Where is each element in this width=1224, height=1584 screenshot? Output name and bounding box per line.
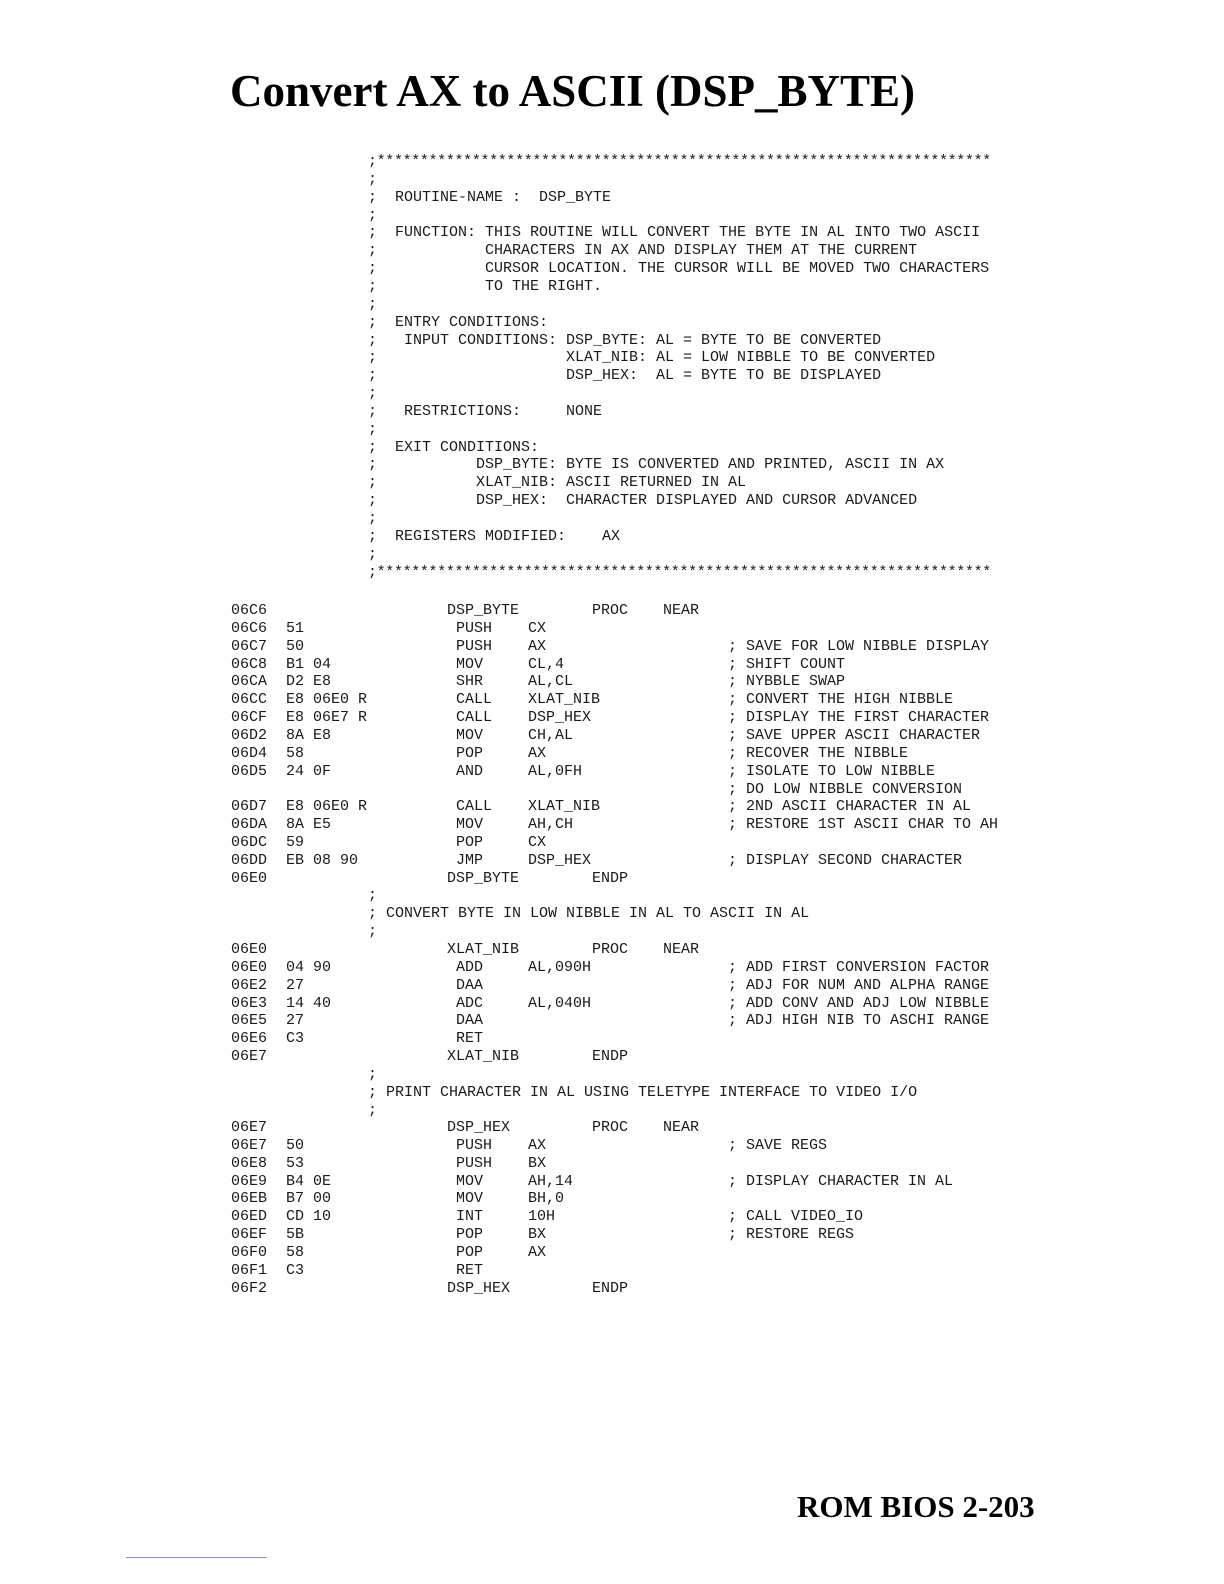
address: 06C8: [231, 655, 268, 673]
operand: AX: [528, 637, 547, 655]
machine-code: 58: [286, 744, 305, 762]
operand: AX: [528, 1243, 547, 1261]
header-comment-text: ; CHARACTERS IN AX AND DISPLAY THEM AT THE CURRENT: [368, 242, 918, 260]
endp-keyword: ENDP: [592, 1048, 629, 1066]
section-comment-line: [0, 923, 1224, 941]
address: 06C6: [231, 619, 268, 637]
mnemonic: MOV: [456, 726, 484, 744]
code-comment: ; RESTORE REGS: [728, 1226, 855, 1244]
header-comment-text: ; XLAT_NIB: AL = LOW NIBBLE TO BE CONVERTED: [368, 349, 936, 367]
asterisk-rule: [0, 153, 1224, 171]
mnemonic: MOV: [456, 1190, 484, 1208]
code-line: [0, 656, 1224, 674]
code-line: [0, 709, 1224, 727]
header-comment-line: [0, 278, 1224, 296]
address: 06E2: [231, 976, 268, 994]
code-line: [0, 673, 1224, 691]
code-line: [0, 763, 1224, 781]
section-comment-text: ;: [368, 1101, 378, 1119]
header-comment-text: ; ROUTINE-NAME : DSP_BYTE: [368, 188, 612, 206]
address: 06EF: [231, 1226, 268, 1244]
code-comment: ; CALL VIDEO_IO: [728, 1208, 864, 1226]
mnemonic: DAA: [456, 1012, 484, 1030]
operand: 10H: [528, 1208, 556, 1226]
asterisk-rule-text: ;***********************************************************************: [368, 563, 991, 581]
address: 06E3: [231, 994, 268, 1012]
machine-code: 14 40: [286, 994, 332, 1012]
address: 06F0: [231, 1243, 268, 1261]
code-comment: ; DISPLAY SECOND CHARACTER: [728, 851, 963, 869]
address: 06EB: [231, 1190, 268, 1208]
section-comment-text: ; PRINT CHARACTER IN AL USING TELETYPE INTERFACE TO VIDEO I/O: [368, 1083, 918, 1101]
address: 06E8: [231, 1154, 268, 1172]
code-comment: ; ADD FIRST CONVERSION FACTOR: [728, 958, 990, 976]
code-comment: ; DO LOW NIBBLE CONVERSION: [728, 780, 963, 798]
address: 06C7: [231, 637, 268, 655]
operand: AL,0FH: [528, 762, 583, 780]
header-comment-line: [0, 314, 1224, 332]
machine-code: C3: [286, 1261, 305, 1279]
mnemonic: MOV: [456, 1172, 484, 1190]
code-line: [0, 1226, 1224, 1244]
code-line: [0, 852, 1224, 870]
address: 06E7: [231, 1048, 268, 1066]
header-comment-text: ;: [368, 545, 378, 563]
code-line: [0, 691, 1224, 709]
address: 06ED: [231, 1208, 268, 1226]
proc-label: DSP_BYTE: [447, 869, 520, 887]
code-comment: ; DISPLAY THE FIRST CHARACTER: [728, 709, 990, 727]
operand: CX: [528, 834, 547, 852]
machine-code: 8A E8: [286, 726, 332, 744]
header-comment-text: ; REGISTERS MODIFIED: AX: [368, 527, 621, 545]
machine-code: 50: [286, 1136, 305, 1154]
header-comment-text: ; INPUT CONDITIONS: DSP_BYTE: AL = BYTE TO BE CONVERTED: [368, 331, 882, 349]
header-comment-text: ; ENTRY CONDITIONS:: [368, 313, 549, 331]
operand: AH,14: [528, 1172, 574, 1190]
header-comment-text: ; DSP_HEX: CHARACTER DISPLAYED AND CURSOR ADVANCED: [368, 492, 918, 510]
operand: BH,0: [528, 1190, 565, 1208]
page-title: Convert AX to ASCII (DSP_BYTE): [230, 66, 916, 116]
code-line: [0, 781, 1224, 799]
header-comment-text: ; DSP_HEX: AL = BYTE TO BE DISPLAYED: [368, 367, 882, 385]
header-comment-line: [0, 403, 1224, 421]
asterisk-rule: [0, 564, 1224, 582]
section-comment-text: ;: [368, 922, 378, 940]
code-line: [0, 1190, 1224, 1208]
mnemonic: RET: [456, 1261, 484, 1279]
address: 06F2: [231, 1279, 268, 1297]
section-comment-line: [0, 905, 1224, 923]
machine-code: B1 04: [286, 655, 332, 673]
machine-code: B7 00: [286, 1190, 332, 1208]
code-line: [0, 727, 1224, 745]
mnemonic: PUSH: [456, 1154, 493, 1172]
code-line: [0, 1137, 1224, 1155]
header-comment-line: [0, 171, 1224, 189]
address: 06E0: [231, 958, 268, 976]
mnemonic: INT: [456, 1208, 484, 1226]
mnemonic: CALL: [456, 798, 493, 816]
code-line: [0, 816, 1224, 834]
scan-mark-line: [126, 1557, 267, 1558]
code-comment: ; SAVE UPPER ASCII CHARACTER: [728, 726, 981, 744]
operand: BX: [528, 1154, 547, 1172]
header-comment-text: ; XLAT_NIB: ASCII RETURNED IN AL: [368, 474, 747, 492]
endp-keyword: ENDP: [592, 1279, 629, 1297]
operand: CH,AL: [528, 726, 574, 744]
section-comment-line: [0, 1084, 1224, 1102]
section-comment-line: [0, 887, 1224, 905]
address: 06E0: [231, 941, 268, 958]
address: 06E7: [231, 1119, 268, 1136]
code-line: [0, 620, 1224, 638]
proc-line: [0, 602, 1224, 620]
machine-code: CD 10: [286, 1208, 332, 1226]
operand: BX: [528, 1226, 547, 1244]
code-line: [0, 995, 1224, 1013]
header-comment-line: [0, 349, 1224, 367]
address: 06CF: [231, 709, 268, 727]
proc-label: DSP_BYTE: [447, 602, 520, 619]
machine-code: 8A E5: [286, 816, 332, 834]
code-comment: ; 2ND ASCII CHARACTER IN AL: [728, 798, 972, 816]
address: 06E0: [231, 869, 268, 887]
machine-code: 5B: [286, 1226, 305, 1244]
mnemonic: POP: [456, 744, 484, 762]
address: 06E6: [231, 1030, 268, 1048]
mnemonic: POP: [456, 1226, 484, 1244]
code-line: [0, 1244, 1224, 1262]
endp-line: [0, 1048, 1224, 1066]
mnemonic: JMP: [456, 851, 484, 869]
mnemonic: PUSH: [456, 637, 493, 655]
header-comment-line: [0, 242, 1224, 260]
page-footer: ROM BIOS 2-203: [797, 1489, 1035, 1524]
operand: DSP_HEX: [528, 851, 592, 869]
header-comment-line: [0, 224, 1224, 242]
mnemonic: CALL: [456, 709, 493, 727]
code-comment: ; SAVE FOR LOW NIBBLE DISPLAY: [728, 637, 990, 655]
section-comment-text: ;: [368, 1066, 378, 1083]
header-comment-text: ; CURSOR LOCATION. THE CURSOR WILL BE MOVED TWO CHARACTERS: [368, 260, 990, 278]
address: 06D2: [231, 726, 268, 744]
header-comment-text: ; RESTRICTIONS: NONE: [368, 402, 603, 420]
machine-code: E8 06E7 R: [286, 709, 368, 727]
code-comment: ; ISOLATE TO LOW NIBBLE: [728, 762, 936, 780]
operand: AH,CH: [528, 816, 574, 834]
mnemonic: POP: [456, 834, 484, 852]
address: 06DD: [231, 851, 268, 869]
code-comment: ; DISPLAY CHARACTER IN AL: [728, 1172, 954, 1190]
machine-code: C3: [286, 1030, 305, 1048]
code-line: [0, 1012, 1224, 1030]
header-comment-line: [0, 456, 1224, 474]
endp-line: [0, 870, 1224, 888]
address: 06E5: [231, 1012, 268, 1030]
proc-keyword: PROC: [592, 941, 629, 958]
proc-label: XLAT_NIB: [447, 941, 520, 958]
header-comment-text: ; DSP_BYTE: BYTE IS CONVERTED AND PRINTED, ASCII IN AX: [368, 456, 945, 474]
code-comment: ; SHIFT COUNT: [728, 655, 846, 673]
header-comment-text: ;: [368, 420, 378, 438]
machine-code: E8 06E0 R: [286, 691, 368, 709]
header-comment-line: [0, 385, 1224, 403]
header-comment-line: [0, 207, 1224, 225]
code-comment: ; NYBBLE SWAP: [728, 673, 846, 691]
proc-keyword: PROC: [592, 1119, 629, 1136]
code-line: [0, 959, 1224, 977]
machine-code: 04 90: [286, 958, 332, 976]
proc-line: [0, 1119, 1224, 1137]
proc-keyword: PROC: [592, 602, 629, 619]
machine-code: 27: [286, 976, 305, 994]
code-line: [0, 798, 1224, 816]
operand: AL,090H: [528, 958, 592, 976]
machine-code: 51: [286, 619, 305, 637]
mnemonic: ADD: [456, 958, 484, 976]
mnemonic: AND: [456, 762, 484, 780]
header-comment-line: [0, 474, 1224, 492]
header-comment-text: ; FUNCTION: THIS ROUTINE WILL CONVERT THE BYTE IN AL INTO TWO ASCII: [368, 224, 981, 242]
code-comment: ; ADJ HIGH NIB TO ASCHI RANGE: [728, 1012, 990, 1030]
address: 06F1: [231, 1261, 268, 1279]
operand: AL,040H: [528, 994, 592, 1012]
code-comment: ; SAVE REGS: [728, 1136, 828, 1154]
operand: CL,4: [528, 655, 565, 673]
address: 06D4: [231, 744, 268, 762]
header-comment-line: [0, 439, 1224, 457]
code-line: [0, 1173, 1224, 1191]
machine-code: D2 E8: [286, 673, 332, 691]
operand: AL,CL: [528, 673, 574, 691]
section-comment-text: ;: [368, 887, 378, 904]
mnemonic: CALL: [456, 691, 493, 709]
mnemonic: RET: [456, 1030, 484, 1048]
operand: XLAT_NIB: [528, 691, 601, 709]
code-line: [0, 745, 1224, 763]
header-comment-line: [0, 546, 1224, 564]
code-comment: ; RECOVER THE NIBBLE: [728, 744, 909, 762]
section-comment-line: [0, 1066, 1224, 1084]
machine-code: 59: [286, 834, 305, 852]
address: 06CA: [231, 673, 268, 691]
machine-code: 53: [286, 1154, 305, 1172]
mnemonic: PUSH: [456, 1136, 493, 1154]
code-comment: ; CONVERT THE HIGH NIBBLE: [728, 691, 954, 709]
address: 06E7: [231, 1136, 268, 1154]
mnemonic: DAA: [456, 976, 484, 994]
machine-code: E8 06E0 R: [286, 798, 368, 816]
code-line: [0, 1155, 1224, 1173]
header-comment-text: ; EXIT CONDITIONS:: [368, 438, 540, 456]
code-line: [0, 638, 1224, 656]
machine-code: B4 0E: [286, 1172, 332, 1190]
header-comment-line: [0, 492, 1224, 510]
code-comment: ; ADJ FOR NUM AND ALPHA RANGE: [728, 976, 990, 994]
code-comment: ; ADD CONV AND ADJ LOW NIBBLE: [728, 994, 990, 1012]
operand: XLAT_NIB: [528, 798, 601, 816]
address: 06C6: [231, 602, 268, 619]
mnemonic: PUSH: [456, 619, 493, 637]
operand: CX: [528, 619, 547, 637]
endp-line: [0, 1280, 1224, 1298]
header-comment-text: ;: [368, 295, 378, 313]
header-comment-text: ;: [368, 170, 378, 188]
mnemonic: MOV: [456, 816, 484, 834]
operand: DSP_HEX: [528, 709, 592, 727]
header-comment-line: [0, 528, 1224, 546]
header-comment-text: ;: [368, 206, 378, 224]
address: 06D5: [231, 762, 268, 780]
code-line: [0, 1030, 1224, 1048]
code-line: [0, 977, 1224, 995]
asterisk-rule-text: ;***********************************************************************: [368, 153, 991, 170]
header-comment-line: [0, 296, 1224, 314]
section-comment-text: ; CONVERT BYTE IN LOW NIBBLE IN AL TO ASCII IN AL: [368, 904, 810, 922]
header-comment-text: ;: [368, 385, 378, 403]
mnemonic: SHR: [456, 673, 484, 691]
machine-code: 58: [286, 1243, 305, 1261]
address: 06D7: [231, 798, 268, 816]
header-comment-line: [0, 421, 1224, 439]
proc-type: NEAR: [663, 941, 700, 958]
section-comment-line: [0, 1102, 1224, 1120]
header-comment-line: [0, 510, 1224, 528]
proc-type: NEAR: [663, 1119, 700, 1136]
proc-label: DSP_HEX: [447, 1119, 511, 1136]
endp-keyword: ENDP: [592, 869, 629, 887]
header-comment-text: ; TO THE RIGHT.: [368, 277, 603, 295]
header-comment-line: [0, 332, 1224, 350]
address: 06E9: [231, 1172, 268, 1190]
code-line: [0, 1208, 1224, 1226]
code-comment: ; RESTORE 1ST ASCII CHAR TO AH: [728, 816, 999, 834]
code-line: [0, 834, 1224, 852]
proc-type: NEAR: [663, 602, 700, 619]
header-comment-line: [0, 367, 1224, 385]
mnemonic: POP: [456, 1243, 484, 1261]
header-comment-line: [0, 260, 1224, 278]
address: 06CC: [231, 691, 268, 709]
header-comment-line: [0, 189, 1224, 207]
address: 06DA: [231, 816, 268, 834]
mnemonic: ADC: [456, 994, 484, 1012]
header-comment-text: ;: [368, 510, 378, 527]
code-line: [0, 1262, 1224, 1280]
mnemonic: MOV: [456, 655, 484, 673]
machine-code: EB 08 90: [286, 851, 359, 869]
machine-code: 24 0F: [286, 762, 332, 780]
machine-code: 27: [286, 1012, 305, 1030]
operand: AX: [528, 1136, 547, 1154]
address: 06DC: [231, 834, 268, 852]
proc-line: [0, 941, 1224, 959]
machine-code: 50: [286, 637, 305, 655]
proc-label: XLAT_NIB: [447, 1048, 520, 1066]
proc-label: DSP_HEX: [447, 1279, 511, 1297]
operand: AX: [528, 744, 547, 762]
